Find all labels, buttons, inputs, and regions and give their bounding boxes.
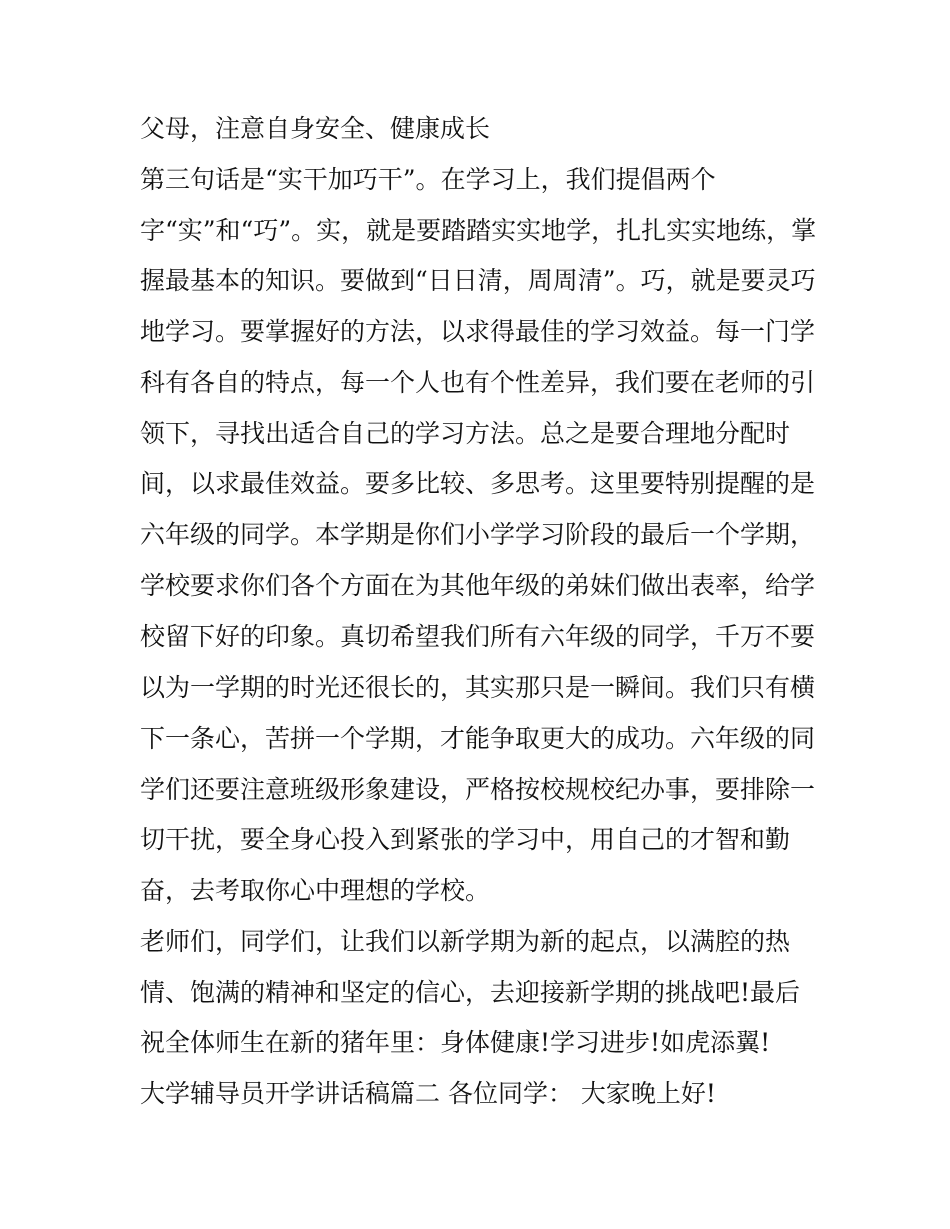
text-line: 下一条心，苦拼一个学期，才能争取更大的成功。六年级的同 xyxy=(140,724,816,753)
text-line: 老师们，同学们，让我们以新学期为新的起点，以满腔的热 xyxy=(140,927,791,956)
text-line: 切干扰，要全身心投入到紧张的学习中，用自己的才智和勤 xyxy=(140,825,791,854)
text-line: 祝全体师生在新的猪年里：身体健康!学习进步!如虎添翼! xyxy=(140,1028,771,1057)
text-line: 握最基本的知识。要做到“日日清，周周清”。巧，就是要灵巧 xyxy=(140,266,816,295)
text-line: 第三句话是“实干加巧干”。在学习上，我们提倡两个 xyxy=(140,165,716,194)
text-line: 父母，注意自身安全、健康成长 xyxy=(140,114,491,143)
text-line: 校留下好的印象。真切希望我们所有六年级的同学，千万不要 xyxy=(140,622,816,651)
text-line: 字“实”和“巧”。实，就是要踏踏实实地学，扎扎实实地练，掌 xyxy=(140,216,817,245)
text-line: 情、饱满的精神和坚定的信心，去迎接新学期的挑战吧!最后 xyxy=(140,978,801,1007)
text-line: 六年级的同学。本学期是你们小学学习阶段的最后一个学期， xyxy=(140,520,816,549)
text-line: 学校要求你们各个方面在为其他年级的弟妹们做出表率，给学 xyxy=(140,571,816,600)
text-line: 以为一学期的时光还很长的，其实那只是一瞬间。我们只有横 xyxy=(140,673,816,702)
text-line: 科有各自的特点，每一个人也有个性差异，我们要在老师的引 xyxy=(140,368,816,397)
text-line: 大学辅导员开学讲话稿篇二 各位同学： 大家晚上好! xyxy=(140,1079,716,1108)
text-line: 学们还要注意班级形象建设，严格按校规校纪办事，要排除一 xyxy=(140,775,816,804)
text-line: 领下，寻找出适合自己的学习方法。总之是要合理地分配时 xyxy=(140,419,791,448)
text-line: 奋，去考取你心中理想的学校。 xyxy=(140,876,491,905)
text-line: 地学习。要掌握好的方法，以求得最佳的学习效益。每一门学 xyxy=(140,317,816,346)
text-line: 间，以求最佳效益。要多比较、多思考。这里要特别提醒的是 xyxy=(140,469,816,498)
